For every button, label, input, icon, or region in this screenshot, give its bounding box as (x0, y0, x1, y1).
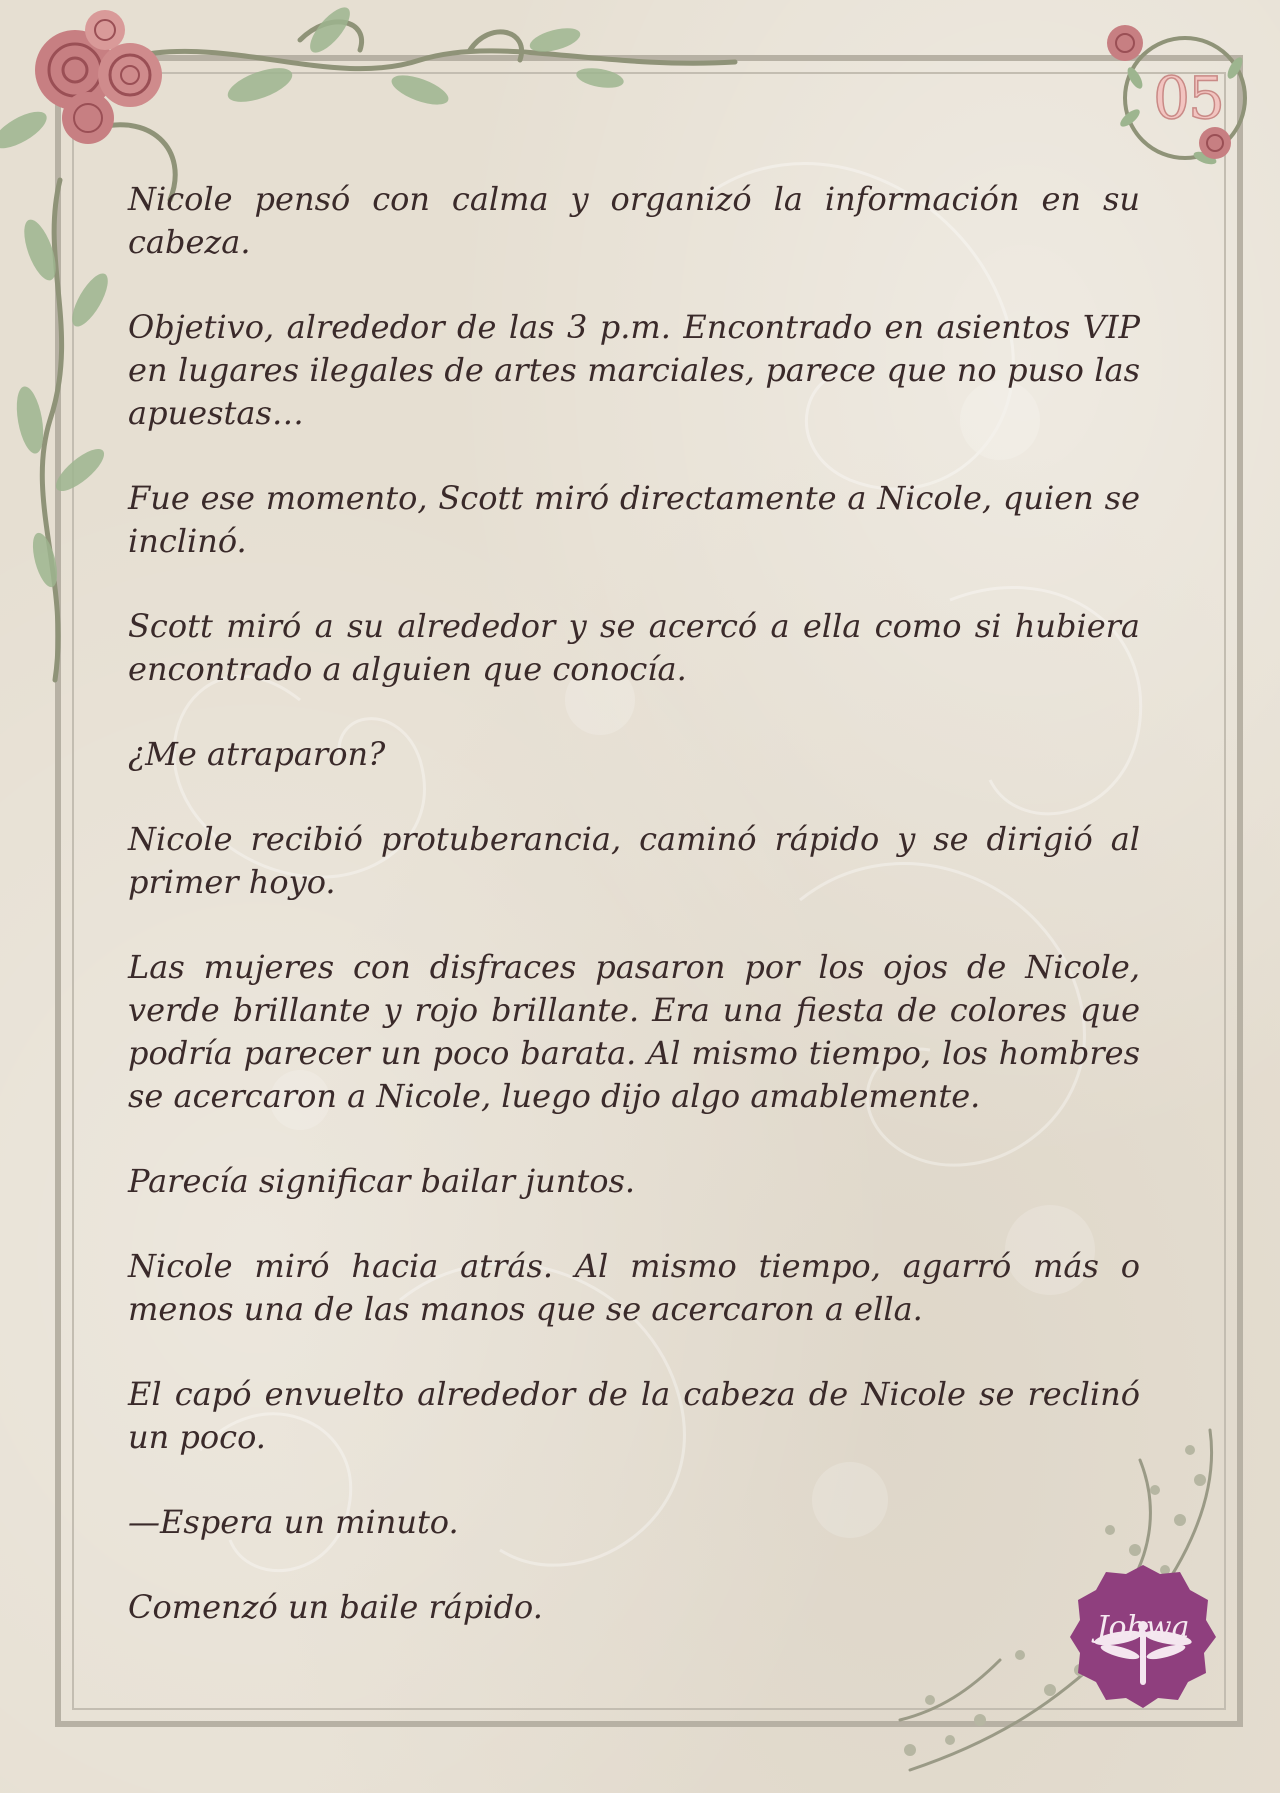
page-number: 05 (1153, 64, 1223, 132)
paragraph: El capó envuelto alrededor de la cabeza de Nicole se reclinó un poco. (128, 1375, 1140, 1456)
badge-label: Johwa (1096, 1610, 1190, 1645)
paragraph: Nicole recibió protuberancia, caminó rápido y se dirigió al primer hoyo. (128, 820, 1140, 901)
paragraph: Las mujeres con disfraces pasaron por los ojos de Nicole, verde brillante y rojo brillante. Era una fiesta de colores que podría parecer un poco barata. Al mismo tiempo, los hombres se acercaron a Nicole, luego dijo algo amablemente. (128, 948, 1140, 1115)
paragraph: Fue ese momento, Scott miró directamente a Nicole, quien se inclinó. (128, 479, 1140, 560)
paragraph: Nicole pensó con calma y organizó la información en su cabeza. (128, 180, 1140, 261)
paragraph: Objetivo, alrededor de las 3 p.m. Encontrado en asientos VIP en lugares ilegales de artes marciales, parece que no puso las apuestas… (128, 308, 1140, 432)
paragraph: —Espera un minuto. (128, 1503, 459, 1541)
story-text (128, 178, 1140, 1671)
paragraph: ¿Me atraparon? (128, 735, 386, 773)
paragraph: Scott miró a su alrededor y se acercó a ella como si hubiera encontrado a alguien que conocía. (128, 607, 1140, 688)
paragraph: Nicole miró hacia atrás. Al mismo tiempo, agarró más o menos una de las manos que se acercaron a ella. (128, 1247, 1140, 1328)
paragraph: Parecía significar bailar juntos. (128, 1162, 636, 1200)
paragraph: Comenzó un baile rápido. (128, 1588, 543, 1626)
